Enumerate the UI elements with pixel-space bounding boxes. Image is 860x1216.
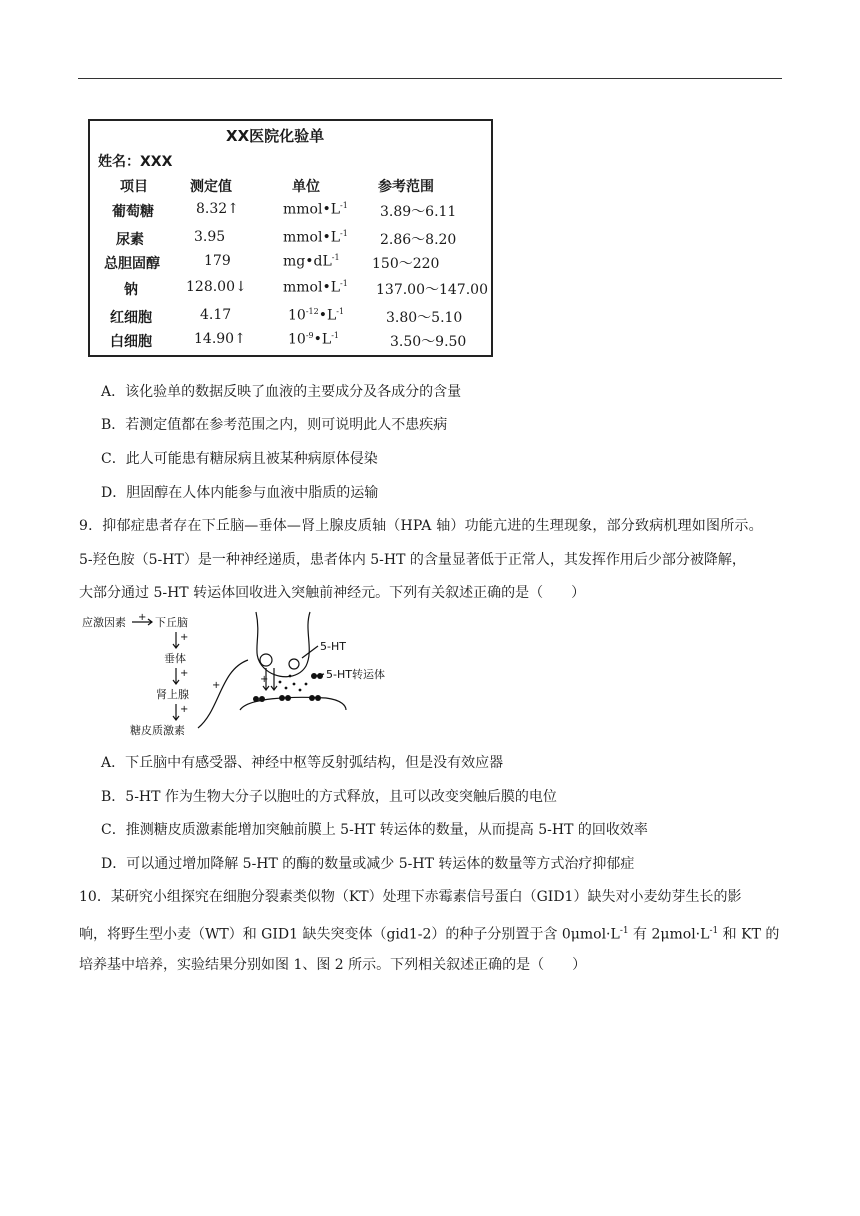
lab-report-patient: 姓名：XXX [98, 154, 173, 170]
lab-report-box [88, 119, 493, 357]
5ht-molecule [285, 687, 288, 690]
lab-row-item: 红细胞 [110, 310, 152, 326]
synaptic-vesicle [260, 654, 272, 666]
lab-row-item: 总胆固醇 [104, 256, 160, 272]
lab-report-title: XX医院化验单 [226, 127, 325, 145]
lab-row-value: 3.95 [194, 229, 226, 245]
lab-row-unit: $10^{-12}•L^{-1}$ [288, 307, 345, 324]
lab-header-value: 测定值 [190, 179, 232, 195]
5ht-molecule [279, 681, 282, 684]
hpa-axis-synapse-figure [80, 610, 420, 740]
lab-row-value: 179 [204, 253, 231, 269]
receptor-icon [253, 696, 259, 702]
q8-option-d: D．胆固醇在人体内能参与血液中脂质的运输 [101, 485, 379, 501]
pointer-5ht [302, 646, 318, 658]
up-arrow-icon: ↑ [227, 201, 239, 217]
lab-row-item: 葡萄糖 [112, 204, 154, 220]
receptor-icon [315, 695, 321, 701]
lab-row-item: 白细胞 [110, 334, 152, 350]
q9-stem-line: 9．抑郁症患者存在下丘脑—垂体—肾上腺皮质轴（HPA 轴）功能亢进的生理现象，部分致病机理如图所示。 [79, 518, 763, 534]
figure-plus: + [138, 612, 147, 623]
lab-row-range: 150～220 [372, 256, 440, 272]
lab-row-unit: $mmol•L^{-1}$ [283, 229, 348, 246]
q10-stem-line: 10．某研究小组探究在细胞分裂素类似物（KT）处理下赤霉素信号蛋白（GID1）缺失对小麦幼芽生长的影 [79, 889, 742, 905]
lab-row-unit: $mmol•L^{-1}$ [283, 279, 348, 296]
figure-label-stimulus: 应激因素 [82, 616, 126, 629]
q9-stem-line: 5-羟色胺（5-HT）是一种神经递质，患者体内 5-HT 的含量显著低于正常人，其发挥作用后少部分被降解， [79, 552, 746, 568]
synaptic-vesicle [289, 659, 299, 669]
q8-option-b: B．若测定值都在参考范围之内，则可说明此人不患疾病 [101, 417, 448, 433]
receptor-icon [259, 696, 265, 702]
figure-plus: + [180, 632, 189, 643]
q10-stem-line: 响，将野生型小麦（WT）和 GID1 缺失突变体（gid1-2）的种子分别置于含 $0\mu mol\cdot L^{-1}$ 有 $2\mu mol\cdot L^{-1}$ 和 KT 的 [79, 926, 780, 943]
lab-row-unit: $10^{-9}•L^{-1}$ [288, 331, 339, 348]
lab-row-range: 3.50～9.50 [390, 334, 467, 350]
q9-option-a: A．下丘脑中有感受器、神经中枢等反射弧结构，但是没有效应器 [101, 755, 504, 771]
figure-plus: + [180, 704, 189, 715]
lab-row-value: 128.00↓ [186, 279, 247, 295]
down-arrow-icon: ↓ [235, 279, 247, 295]
lab-header-item: 项目 [120, 179, 148, 195]
figure-plus: + [212, 680, 221, 691]
q9-option-c: C．推测糖皮质激素能增加突触前膜上 5-HT 转运体的数量，从而提高 5-HT 的回收效率 [101, 822, 648, 838]
figure-label-hormone: 糖皮质激素 [130, 724, 185, 737]
q10-stem-line: 培养基中培养，实验结果分别如图 1、图 2 所示。下列相关叙述正确的是（ ） [79, 957, 587, 973]
figure-label-hypothalamus: 下丘脑 [155, 616, 188, 629]
5ht-molecule [293, 683, 296, 686]
figure-label-adrenal: 肾上腺 [156, 688, 189, 701]
hormone-pathway-line [198, 660, 248, 728]
lab-row-value: 14.90↑ [194, 331, 246, 347]
receptor-icon [309, 695, 315, 701]
lab-row-unit: $mmol•L^{-1}$ [283, 201, 348, 218]
lab-row-range: 137.00～147.00 [376, 282, 488, 298]
lab-header-unit: 单位 [292, 179, 320, 195]
q8-option-a: A．该化验单的数据反映了血液的主要成分及各成分的含量 [101, 384, 462, 400]
lab-row-item: 钠 [124, 282, 138, 298]
q9-option-d: D．可以通过增加降解 5-HT 的酶的数量或减少 5-HT 转运体的数量等方式治疗抑郁症 [101, 856, 635, 872]
presynaptic-membrane [256, 612, 310, 677]
lab-row-value: 8.32↑ [196, 201, 239, 217]
q9-stem-line: 大部分通过 5-HT 转运体回收进入突触前神经元。下列有关叙述正确的是（ ） [79, 585, 586, 601]
receptor-icon [285, 695, 291, 701]
lab-row-item: 尿素 [116, 232, 144, 248]
receptor-icon [279, 695, 285, 701]
lab-row-unit: $mg•dL^{-1}$ [283, 253, 340, 270]
header-rule [78, 78, 782, 79]
lab-row-range: 3.80～5.10 [386, 310, 463, 326]
lab-row-range: 3.89～6.11 [380, 204, 457, 220]
figure-label-5ht: 5-HT [320, 640, 346, 653]
transporter-icon [317, 673, 323, 679]
figure-plus: + [180, 668, 189, 679]
transporter-icon [311, 673, 317, 679]
q9-option-b: B．5-HT 作为生物大分子以胞吐的方式释放，且可以改变突触后膜的电位 [101, 789, 557, 805]
5ht-molecule [305, 683, 308, 686]
figure-label-pituitary: 垂体 [164, 652, 186, 665]
lab-row-value: 4.17 [200, 307, 232, 323]
lab-row-range: 2.86～8.20 [380, 232, 457, 248]
5ht-molecule [289, 675, 292, 678]
lab-header-range: 参考范围 [378, 179, 434, 195]
q8-option-c: C．此人可能患有糖尿病且被某种病原体侵染 [101, 451, 378, 467]
figure-plus: + [260, 674, 269, 685]
5ht-molecule [299, 689, 302, 692]
figure-label-transporter: 5-HT转运体 [326, 668, 385, 681]
up-arrow-icon: ↑ [234, 331, 246, 347]
